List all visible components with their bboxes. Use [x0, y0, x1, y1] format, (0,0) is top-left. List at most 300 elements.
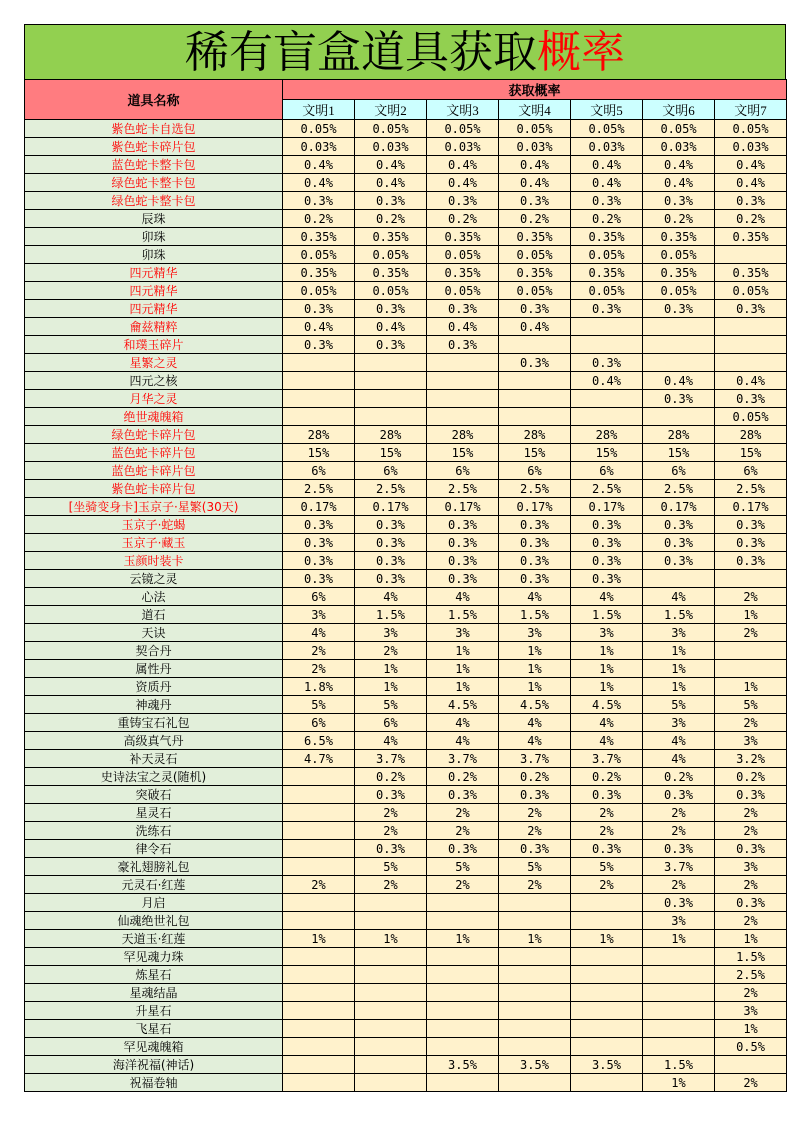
probability-cell[interactable]: 0.03%: [499, 138, 571, 156]
probability-cell[interactable]: 0.03%: [283, 138, 355, 156]
probability-cell[interactable]: 0.35%: [283, 228, 355, 246]
item-name-cell[interactable]: 月华之灵: [25, 390, 283, 408]
probability-cell[interactable]: 0.17%: [427, 498, 499, 516]
probability-cell[interactable]: 0.3%: [715, 300, 787, 318]
item-name-cell[interactable]: 四元之核: [25, 372, 283, 390]
probability-cell[interactable]: 2%: [499, 876, 571, 894]
probability-cell[interactable]: [499, 948, 571, 966]
probability-cell[interactable]: 6%: [283, 588, 355, 606]
probability-cell[interactable]: [283, 858, 355, 876]
probability-cell[interactable]: 2%: [715, 876, 787, 894]
probability-cell[interactable]: [643, 408, 715, 426]
probability-cell[interactable]: [283, 822, 355, 840]
probability-cell[interactable]: 1.5%: [715, 948, 787, 966]
probability-cell[interactable]: 0.05%: [571, 282, 643, 300]
probability-cell[interactable]: 0.3%: [499, 516, 571, 534]
probability-cell[interactable]: 0.35%: [715, 228, 787, 246]
probability-cell[interactable]: 5%: [571, 858, 643, 876]
probability-cell[interactable]: [643, 966, 715, 984]
probability-cell[interactable]: [715, 660, 787, 678]
probability-cell[interactable]: 28%: [355, 426, 427, 444]
item-name-cell[interactable]: 高级真气丹: [25, 732, 283, 750]
probability-cell[interactable]: 1%: [427, 660, 499, 678]
item-name-cell[interactable]: 绿色蛇卡整卡包: [25, 174, 283, 192]
probability-cell[interactable]: 6%: [643, 462, 715, 480]
probability-cell[interactable]: 0.3%: [283, 192, 355, 210]
probability-cell[interactable]: 1%: [715, 930, 787, 948]
probability-cell[interactable]: 0.35%: [499, 228, 571, 246]
probability-cell[interactable]: [571, 1002, 643, 1020]
probability-cell[interactable]: 0.35%: [715, 264, 787, 282]
probability-cell[interactable]: 3.5%: [427, 1056, 499, 1074]
probability-cell[interactable]: 0.3%: [715, 192, 787, 210]
probability-cell[interactable]: 0.3%: [499, 534, 571, 552]
probability-cell[interactable]: 0.3%: [283, 300, 355, 318]
probability-cell[interactable]: 0.3%: [643, 840, 715, 858]
probability-cell[interactable]: 0.3%: [355, 552, 427, 570]
probability-cell[interactable]: [715, 570, 787, 588]
probability-cell[interactable]: 1%: [643, 642, 715, 660]
probability-cell[interactable]: 2%: [715, 984, 787, 1002]
item-name-cell[interactable]: 星魂结晶: [25, 984, 283, 1002]
item-name-cell[interactable]: 玉京子·蛇蝎: [25, 516, 283, 534]
probability-cell[interactable]: 0.2%: [499, 210, 571, 228]
probability-cell[interactable]: 28%: [283, 426, 355, 444]
item-name-cell[interactable]: 绝世魂魄箱: [25, 408, 283, 426]
item-name-cell[interactable]: 绿色蛇卡整卡包: [25, 192, 283, 210]
item-name-cell[interactable]: 四元精华: [25, 300, 283, 318]
probability-cell[interactable]: 2%: [499, 804, 571, 822]
probability-cell[interactable]: 0.4%: [283, 318, 355, 336]
probability-cell[interactable]: 28%: [499, 426, 571, 444]
probability-cell[interactable]: 0.2%: [427, 768, 499, 786]
probability-cell[interactable]: 2%: [715, 588, 787, 606]
probability-cell[interactable]: [499, 1038, 571, 1056]
probability-cell[interactable]: [499, 1020, 571, 1038]
probability-cell[interactable]: 3%: [715, 1002, 787, 1020]
probability-cell[interactable]: 1%: [499, 642, 571, 660]
probability-cell[interactable]: [643, 948, 715, 966]
probability-cell[interactable]: [499, 894, 571, 912]
item-name-cell[interactable]: 月启: [25, 894, 283, 912]
probability-cell[interactable]: 15%: [427, 444, 499, 462]
probability-cell[interactable]: [715, 336, 787, 354]
probability-cell[interactable]: 6%: [715, 462, 787, 480]
probability-cell[interactable]: 4.7%: [283, 750, 355, 768]
probability-cell[interactable]: 15%: [715, 444, 787, 462]
probability-cell[interactable]: 4%: [643, 588, 715, 606]
item-name-cell[interactable]: 道石: [25, 606, 283, 624]
probability-cell[interactable]: [499, 966, 571, 984]
probability-cell[interactable]: [427, 948, 499, 966]
probability-cell[interactable]: [283, 912, 355, 930]
probability-cell[interactable]: 0.3%: [427, 786, 499, 804]
probability-cell[interactable]: 0.05%: [499, 246, 571, 264]
probability-cell[interactable]: 15%: [499, 444, 571, 462]
item-name-cell[interactable]: 炼星石: [25, 966, 283, 984]
probability-cell[interactable]: 3.2%: [715, 750, 787, 768]
probability-cell[interactable]: 3.5%: [499, 1056, 571, 1074]
probability-cell[interactable]: 2.5%: [427, 480, 499, 498]
probability-cell[interactable]: [283, 354, 355, 372]
probability-cell[interactable]: [283, 768, 355, 786]
probability-cell[interactable]: 0.3%: [427, 570, 499, 588]
probability-cell[interactable]: [355, 912, 427, 930]
probability-cell[interactable]: 0.3%: [715, 786, 787, 804]
probability-cell[interactable]: 0.3%: [283, 570, 355, 588]
probability-cell[interactable]: [283, 786, 355, 804]
probability-cell[interactable]: [571, 390, 643, 408]
probability-cell[interactable]: [283, 408, 355, 426]
probability-cell[interactable]: 0.4%: [715, 372, 787, 390]
probability-cell[interactable]: 0.17%: [643, 498, 715, 516]
probability-cell[interactable]: [283, 372, 355, 390]
probability-cell[interactable]: 4%: [427, 588, 499, 606]
probability-cell[interactable]: 0.05%: [283, 246, 355, 264]
probability-cell[interactable]: [571, 984, 643, 1002]
probability-cell[interactable]: [571, 408, 643, 426]
probability-cell[interactable]: 2%: [715, 822, 787, 840]
probability-cell[interactable]: 0.3%: [499, 192, 571, 210]
probability-cell[interactable]: 6%: [355, 714, 427, 732]
probability-cell[interactable]: 1%: [643, 678, 715, 696]
probability-cell[interactable]: [427, 912, 499, 930]
probability-cell[interactable]: 2%: [643, 876, 715, 894]
probability-cell[interactable]: 4%: [499, 732, 571, 750]
probability-cell[interactable]: 3.7%: [571, 750, 643, 768]
probability-cell[interactable]: [427, 1020, 499, 1038]
probability-cell[interactable]: 4%: [571, 732, 643, 750]
item-name-cell[interactable]: 契合丹: [25, 642, 283, 660]
probability-cell[interactable]: 0.2%: [571, 768, 643, 786]
probability-cell[interactable]: 0.17%: [715, 498, 787, 516]
probability-cell[interactable]: [283, 1002, 355, 1020]
probability-cell[interactable]: [715, 318, 787, 336]
probability-cell[interactable]: 0.05%: [643, 282, 715, 300]
probability-cell[interactable]: 0.3%: [571, 786, 643, 804]
probability-cell[interactable]: [643, 1020, 715, 1038]
probability-cell[interactable]: 1%: [427, 678, 499, 696]
probability-cell[interactable]: [499, 912, 571, 930]
item-name-cell[interactable]: 紫色蛇卡自选包: [25, 120, 283, 138]
probability-cell[interactable]: 28%: [427, 426, 499, 444]
probability-cell[interactable]: 0.3%: [643, 894, 715, 912]
probability-cell[interactable]: [355, 894, 427, 912]
probability-cell[interactable]: 2%: [715, 714, 787, 732]
probability-cell[interactable]: 0.35%: [427, 264, 499, 282]
probability-cell[interactable]: 6%: [427, 462, 499, 480]
probability-cell[interactable]: 0.35%: [355, 264, 427, 282]
probability-cell[interactable]: 0.05%: [283, 120, 355, 138]
probability-cell[interactable]: 1%: [355, 678, 427, 696]
probability-cell[interactable]: 0.3%: [355, 840, 427, 858]
item-name-cell[interactable]: 紫色蛇卡碎片包: [25, 138, 283, 156]
probability-cell[interactable]: 1%: [427, 642, 499, 660]
probability-cell[interactable]: 2%: [499, 822, 571, 840]
item-name-cell[interactable]: 元灵石·红莲: [25, 876, 283, 894]
probability-cell[interactable]: 4%: [571, 714, 643, 732]
probability-cell[interactable]: 0.3%: [715, 894, 787, 912]
probability-cell[interactable]: 0.3%: [715, 534, 787, 552]
probability-cell[interactable]: [427, 390, 499, 408]
probability-cell[interactable]: 4%: [643, 732, 715, 750]
probability-cell[interactable]: 0.05%: [571, 120, 643, 138]
probability-cell[interactable]: [715, 1056, 787, 1074]
probability-cell[interactable]: 5%: [355, 858, 427, 876]
probability-cell[interactable]: 2%: [571, 804, 643, 822]
probability-cell[interactable]: 0.05%: [427, 120, 499, 138]
probability-cell[interactable]: 3%: [355, 624, 427, 642]
probability-cell[interactable]: 0.4%: [283, 156, 355, 174]
probability-cell[interactable]: 1%: [355, 930, 427, 948]
probability-cell[interactable]: [499, 1002, 571, 1020]
probability-cell[interactable]: [283, 804, 355, 822]
probability-cell[interactable]: [283, 1074, 355, 1092]
probability-cell[interactable]: 0.3%: [427, 516, 499, 534]
probability-cell[interactable]: 0.05%: [427, 246, 499, 264]
probability-cell[interactable]: 0.3%: [499, 570, 571, 588]
probability-cell[interactable]: 1%: [571, 930, 643, 948]
item-name-cell[interactable]: 星繁之灵: [25, 354, 283, 372]
probability-cell[interactable]: 0.4%: [427, 156, 499, 174]
probability-cell[interactable]: 0.3%: [427, 336, 499, 354]
probability-cell[interactable]: [283, 1020, 355, 1038]
probability-cell[interactable]: 0.3%: [715, 552, 787, 570]
probability-cell[interactable]: [499, 390, 571, 408]
probability-cell[interactable]: [427, 984, 499, 1002]
probability-cell[interactable]: 6%: [499, 462, 571, 480]
probability-cell[interactable]: 3%: [715, 732, 787, 750]
probability-cell[interactable]: 0.3%: [571, 354, 643, 372]
probability-cell[interactable]: [283, 390, 355, 408]
probability-cell[interactable]: 0.3%: [715, 516, 787, 534]
probability-cell[interactable]: 0.4%: [499, 318, 571, 336]
probability-cell[interactable]: 0.4%: [499, 174, 571, 192]
probability-cell[interactable]: 0.4%: [355, 174, 427, 192]
probability-cell[interactable]: 4%: [427, 732, 499, 750]
probability-cell[interactable]: 0.3%: [571, 570, 643, 588]
item-name-cell[interactable]: 云镜之灵: [25, 570, 283, 588]
probability-cell[interactable]: 0.3%: [643, 300, 715, 318]
probability-cell[interactable]: 28%: [715, 426, 787, 444]
item-name-cell[interactable]: 天道玉·红莲: [25, 930, 283, 948]
probability-cell[interactable]: 0.4%: [427, 318, 499, 336]
probability-cell[interactable]: 15%: [355, 444, 427, 462]
probability-cell[interactable]: 0.3%: [283, 516, 355, 534]
probability-cell[interactable]: 2%: [715, 624, 787, 642]
probability-cell[interactable]: [643, 318, 715, 336]
probability-cell[interactable]: 28%: [643, 426, 715, 444]
item-name-cell[interactable]: 绿色蛇卡碎片包: [25, 426, 283, 444]
probability-cell[interactable]: [571, 912, 643, 930]
probability-cell[interactable]: 2.5%: [499, 480, 571, 498]
probability-cell[interactable]: [715, 354, 787, 372]
probability-cell[interactable]: [571, 1020, 643, 1038]
probability-cell[interactable]: [571, 966, 643, 984]
probability-cell[interactable]: 0.3%: [427, 840, 499, 858]
item-name-cell[interactable]: 补天灵石: [25, 750, 283, 768]
probability-cell[interactable]: 0.05%: [715, 282, 787, 300]
probability-cell[interactable]: 0.4%: [355, 318, 427, 336]
probability-cell[interactable]: 2.5%: [715, 966, 787, 984]
probability-cell[interactable]: 1%: [571, 642, 643, 660]
item-name-cell[interactable]: 玉颜时装卡: [25, 552, 283, 570]
item-name-cell[interactable]: 洗练石: [25, 822, 283, 840]
probability-cell[interactable]: [283, 1056, 355, 1074]
probability-cell[interactable]: 2%: [283, 876, 355, 894]
probability-cell[interactable]: 0.05%: [715, 120, 787, 138]
probability-cell[interactable]: [499, 408, 571, 426]
item-name-cell[interactable]: 属性丹: [25, 660, 283, 678]
probability-cell[interactable]: [499, 1074, 571, 1092]
probability-cell[interactable]: 0.3%: [427, 300, 499, 318]
probability-cell[interactable]: [571, 336, 643, 354]
item-name-cell[interactable]: 心法: [25, 588, 283, 606]
probability-cell[interactable]: 0.05%: [499, 282, 571, 300]
probability-cell[interactable]: 0.3%: [571, 192, 643, 210]
probability-cell[interactable]: 2%: [715, 912, 787, 930]
probability-cell[interactable]: 2%: [571, 822, 643, 840]
probability-cell[interactable]: 0.2%: [355, 768, 427, 786]
probability-cell[interactable]: 0.05%: [355, 246, 427, 264]
probability-cell[interactable]: 0.3%: [643, 192, 715, 210]
probability-cell[interactable]: 0.3%: [571, 534, 643, 552]
probability-cell[interactable]: 1.5%: [355, 606, 427, 624]
probability-cell[interactable]: [355, 948, 427, 966]
probability-cell[interactable]: 2.5%: [355, 480, 427, 498]
probability-cell[interactable]: 0.35%: [355, 228, 427, 246]
probability-cell[interactable]: 0.3%: [643, 552, 715, 570]
item-name-cell[interactable]: 资质丹: [25, 678, 283, 696]
probability-cell[interactable]: 5%: [427, 858, 499, 876]
probability-cell[interactable]: 1.5%: [643, 1056, 715, 1074]
probability-cell[interactable]: 0.3%: [427, 552, 499, 570]
item-name-cell[interactable]: 星灵石: [25, 804, 283, 822]
probability-cell[interactable]: 3.5%: [571, 1056, 643, 1074]
probability-cell[interactable]: 5%: [643, 696, 715, 714]
probability-cell[interactable]: [571, 1038, 643, 1056]
item-name-cell[interactable]: 四元精华: [25, 264, 283, 282]
probability-cell[interactable]: 4%: [427, 714, 499, 732]
probability-cell[interactable]: 0.03%: [427, 138, 499, 156]
probability-cell[interactable]: 0.3%: [283, 336, 355, 354]
probability-cell[interactable]: 0.4%: [643, 174, 715, 192]
probability-cell[interactable]: 0.4%: [715, 156, 787, 174]
probability-cell[interactable]: 4%: [355, 588, 427, 606]
probability-cell[interactable]: 0.2%: [499, 768, 571, 786]
probability-cell[interactable]: 1.5%: [571, 606, 643, 624]
probability-cell[interactable]: 0.35%: [643, 228, 715, 246]
item-name-cell[interactable]: 飞星石: [25, 1020, 283, 1038]
probability-cell[interactable]: [643, 984, 715, 1002]
probability-cell[interactable]: 0.3%: [355, 300, 427, 318]
probability-cell[interactable]: 0.3%: [499, 300, 571, 318]
probability-cell[interactable]: 0.3%: [571, 840, 643, 858]
probability-cell[interactable]: 1%: [715, 606, 787, 624]
probability-cell[interactable]: 0.05%: [427, 282, 499, 300]
probability-cell[interactable]: [643, 1038, 715, 1056]
probability-cell[interactable]: 0.05%: [355, 282, 427, 300]
probability-cell[interactable]: 0.4%: [643, 156, 715, 174]
probability-cell[interactable]: 3.7%: [643, 858, 715, 876]
probability-cell[interactable]: 4.5%: [499, 696, 571, 714]
probability-cell[interactable]: [355, 372, 427, 390]
probability-cell[interactable]: 2%: [427, 822, 499, 840]
probability-cell[interactable]: 0.3%: [499, 786, 571, 804]
probability-cell[interactable]: 0.03%: [715, 138, 787, 156]
probability-cell[interactable]: 4%: [643, 750, 715, 768]
probability-cell[interactable]: [499, 984, 571, 1002]
probability-cell[interactable]: [355, 984, 427, 1002]
probability-cell[interactable]: [283, 966, 355, 984]
probability-cell[interactable]: 0.35%: [283, 264, 355, 282]
probability-cell[interactable]: 4.5%: [571, 696, 643, 714]
probability-cell[interactable]: 0.5%: [715, 1038, 787, 1056]
probability-cell[interactable]: 3%: [427, 624, 499, 642]
probability-cell[interactable]: 0.3%: [643, 786, 715, 804]
item-name-cell[interactable]: 豪礼翅膀礼包: [25, 858, 283, 876]
probability-cell[interactable]: 0.35%: [643, 264, 715, 282]
probability-cell[interactable]: 0.35%: [571, 228, 643, 246]
probability-cell[interactable]: 6%: [355, 462, 427, 480]
probability-cell[interactable]: [427, 354, 499, 372]
probability-cell[interactable]: 5%: [283, 696, 355, 714]
probability-cell[interactable]: 2.5%: [283, 480, 355, 498]
probability-cell[interactable]: 2%: [715, 1074, 787, 1092]
probability-cell[interactable]: 6.5%: [283, 732, 355, 750]
probability-cell[interactable]: [283, 948, 355, 966]
probability-cell[interactable]: 0.35%: [571, 264, 643, 282]
probability-cell[interactable]: 0.2%: [715, 210, 787, 228]
probability-cell[interactable]: 0.3%: [283, 552, 355, 570]
probability-cell[interactable]: 0.3%: [643, 516, 715, 534]
probability-cell[interactable]: 6%: [283, 714, 355, 732]
probability-cell[interactable]: 0.17%: [499, 498, 571, 516]
probability-cell[interactable]: 4%: [355, 732, 427, 750]
probability-cell[interactable]: 1%: [643, 660, 715, 678]
probability-cell[interactable]: [427, 372, 499, 390]
probability-cell[interactable]: 0.2%: [715, 768, 787, 786]
probability-cell[interactable]: 1.5%: [643, 606, 715, 624]
probability-cell[interactable]: 0.3%: [283, 534, 355, 552]
probability-cell[interactable]: [643, 336, 715, 354]
probability-cell[interactable]: 0.4%: [427, 174, 499, 192]
probability-cell[interactable]: 0.3%: [571, 552, 643, 570]
probability-cell[interactable]: 2.5%: [643, 480, 715, 498]
probability-cell[interactable]: 6%: [571, 462, 643, 480]
probability-cell[interactable]: 0.3%: [427, 192, 499, 210]
probability-cell[interactable]: 2%: [643, 822, 715, 840]
probability-cell[interactable]: 0.05%: [283, 282, 355, 300]
probability-cell[interactable]: 1%: [499, 678, 571, 696]
probability-cell[interactable]: 5%: [715, 696, 787, 714]
probability-cell[interactable]: 15%: [571, 444, 643, 462]
probability-cell[interactable]: [355, 390, 427, 408]
probability-cell[interactable]: 15%: [283, 444, 355, 462]
probability-cell[interactable]: [283, 840, 355, 858]
probability-cell[interactable]: [427, 966, 499, 984]
probability-cell[interactable]: 0.4%: [355, 156, 427, 174]
probability-cell[interactable]: 4%: [571, 588, 643, 606]
probability-cell[interactable]: 0.3%: [355, 516, 427, 534]
probability-cell[interactable]: 2%: [571, 876, 643, 894]
probability-cell[interactable]: 0.35%: [499, 264, 571, 282]
item-name-cell[interactable]: 仙魂绝世礼包: [25, 912, 283, 930]
probability-cell[interactable]: 1%: [571, 660, 643, 678]
item-name-cell[interactable]: 卯珠: [25, 246, 283, 264]
probability-cell[interactable]: 0.2%: [427, 210, 499, 228]
item-name-cell[interactable]: 祝福卷轴: [25, 1074, 283, 1092]
